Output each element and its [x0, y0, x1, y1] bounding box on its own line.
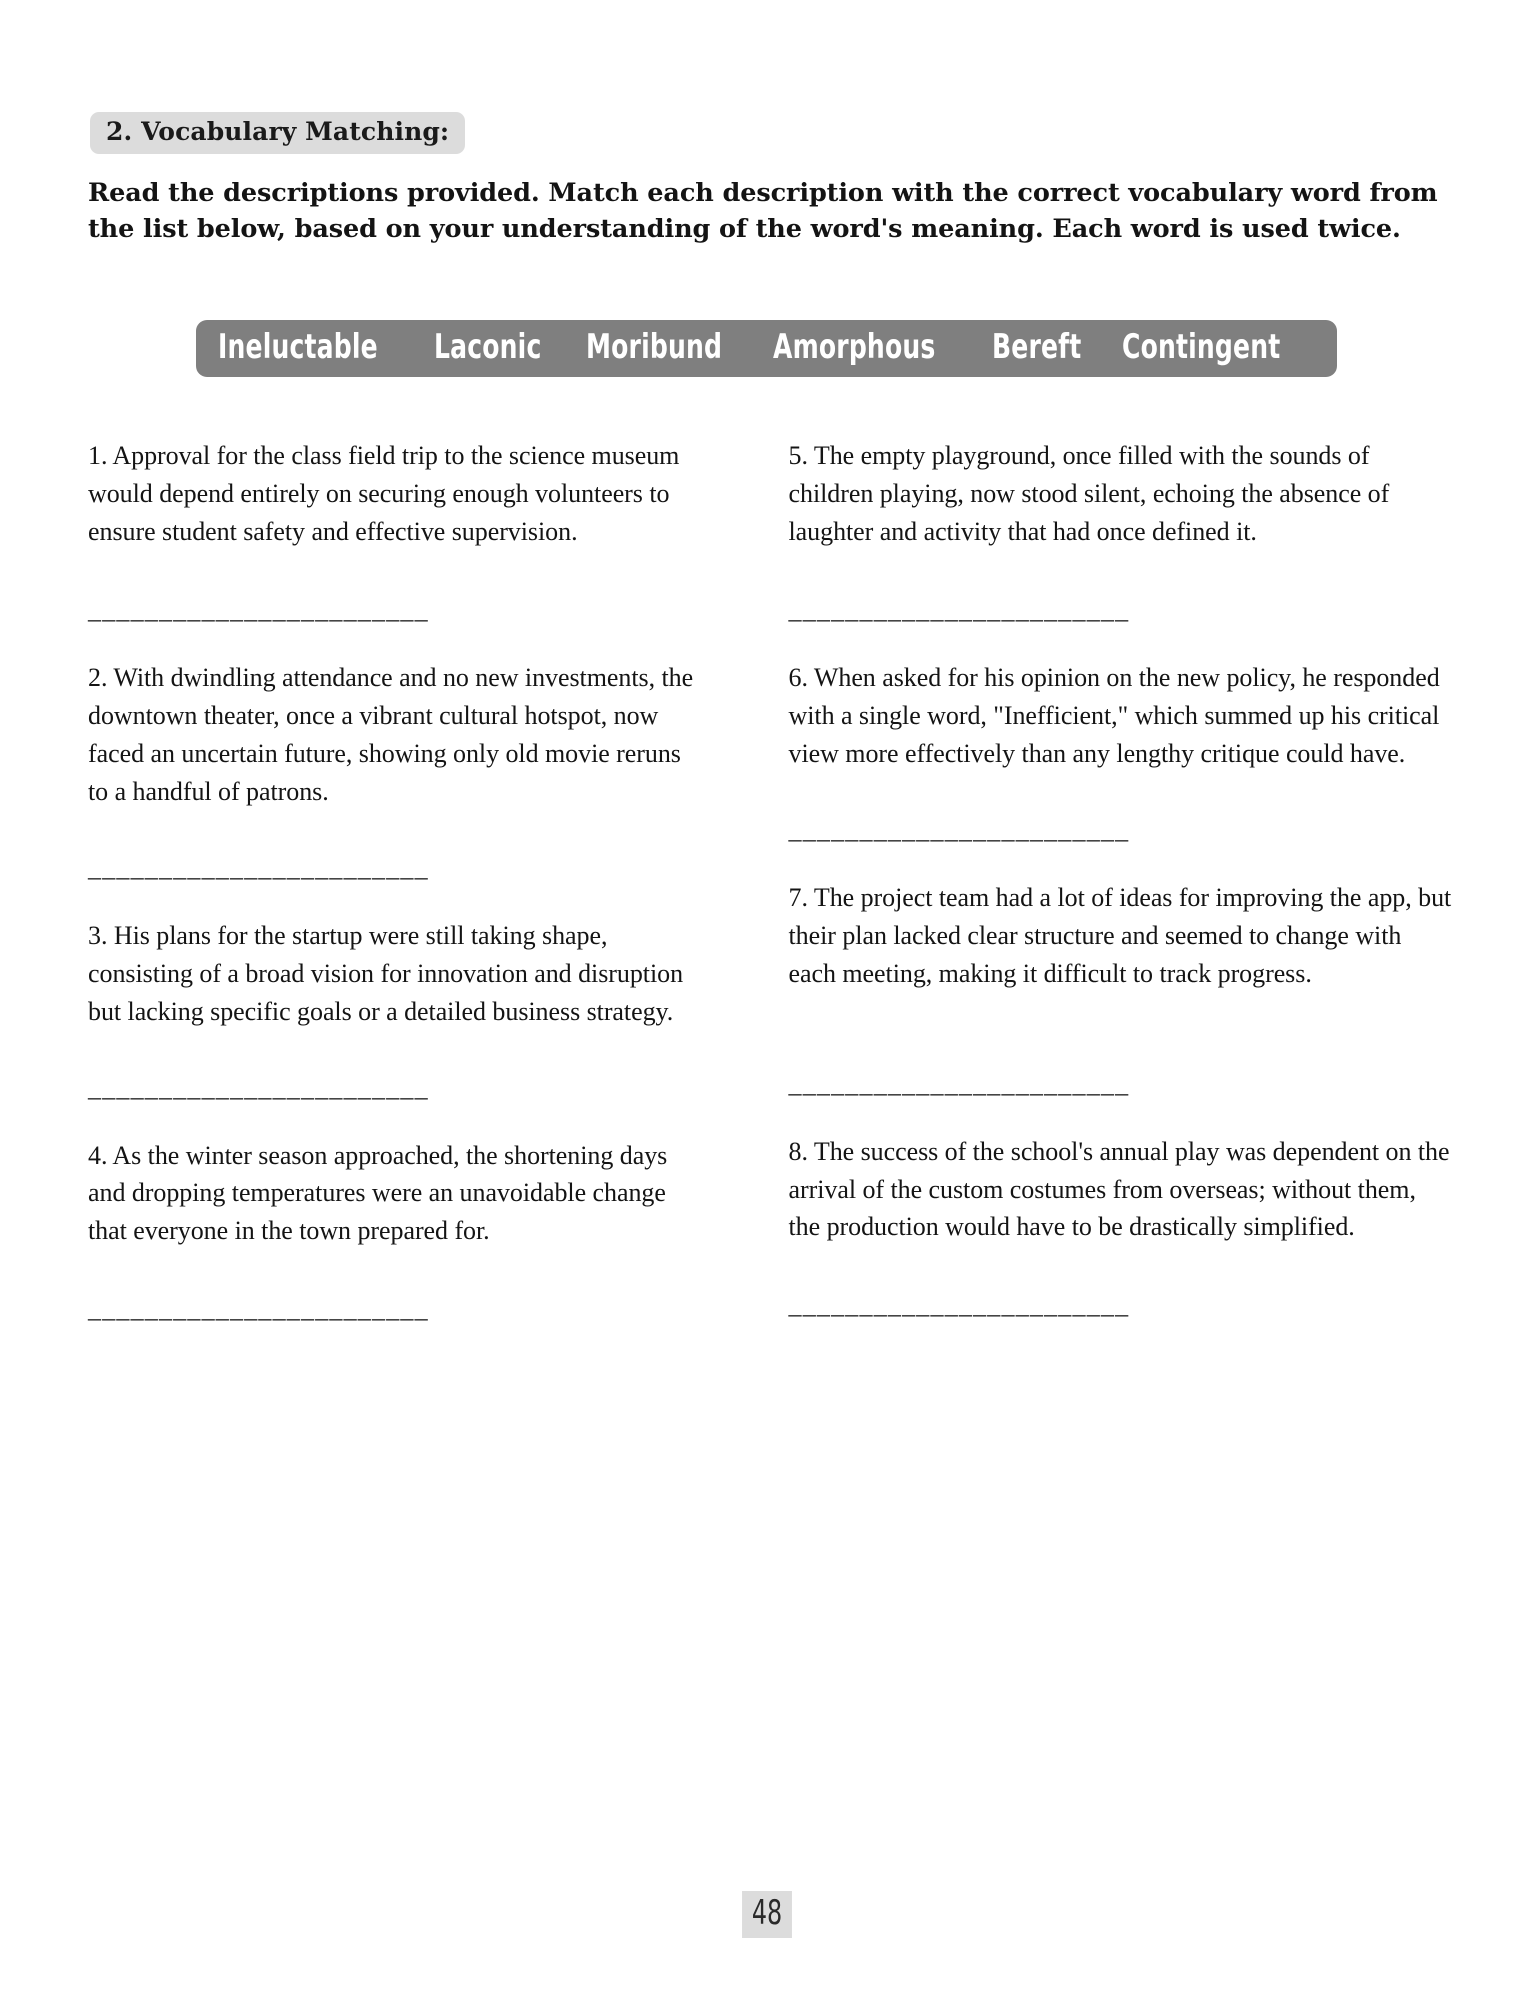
page-title: 2. Vocabulary Matching: [90, 112, 465, 154]
question-text: 5. The empty playground, once filled with the sounds of children playing, now stood silent, echoing the absence of laughter and activity that had once defined it. [788, 441, 1390, 546]
answer-blank[interactable]: ________________________ [88, 1072, 429, 1102]
answer-blank[interactable]: ________________________ [788, 814, 1130, 844]
word-bank-item[interactable]: Amorphous [772, 327, 936, 367]
question-text: 8. The success of the school's annual play was dependent on the arrival of the custom costumes from overseas; without them, the production would have to be drastically simplified. [788, 1136, 1450, 1242]
question-text: 1. Approval for the class field trip to the science museum would depend entirely on securing enough volunteers to ensure student safety and effective supervision. [88, 441, 680, 546]
questions-column-right [771, 437, 1454, 1322]
question-item [88, 1137, 701, 1323]
question-item [88, 917, 701, 1101]
question-text: 3. His plans for the startup were still taking shape, consisting of a broad vision for innovation and disruption but lacking specific goals or a detailed business strategy. [88, 920, 684, 1026]
footer [0, 1891, 1533, 1938]
question-text: 4. As the winter season approached, the shortening days and dropping temperatures were an unavoidable change that everyone in the town prepared for. [88, 1140, 668, 1246]
answer-blank[interactable]: ________________________ [788, 1068, 1130, 1098]
question-item [789, 1133, 1454, 1319]
answer-blank[interactable]: ________________________ [88, 852, 429, 882]
answer-blank[interactable]: ________________________ [88, 1294, 429, 1324]
question-item [789, 879, 1454, 1097]
question-text: 6. When asked for his opinion on the new policy, he responded with a single word, "Inefficient," which summed up his critical view more effectively than any lengthy critique could have. [788, 662, 1440, 768]
question-item [88, 659, 701, 881]
question-text: 2. With dwindling attendance and no new investments, the downtown theater, once a vibrant cultural hotspot, now faced an uncertain future, showing only old movie reruns to a handful of patrons. [88, 662, 694, 806]
questions-columns [88, 437, 1453, 1322]
word-bank-item[interactable]: Contingent [1121, 327, 1281, 367]
word-bank-item[interactable]: Moribund [585, 327, 722, 367]
page-number: 48 [742, 1891, 792, 1938]
word-bank [196, 320, 1337, 377]
instructions-text: Read the descriptions provided. Match each description with the correct vocabulary word from the list below, based on your understanding of the word's meaning. Each word is used twice. [88, 178, 1438, 245]
word-bank-item[interactable]: Laconic [433, 327, 542, 367]
section-heading-container [90, 112, 465, 154]
word-bank-item[interactable]: Ineluctable [217, 327, 378, 367]
question-item [789, 659, 1454, 843]
question-item [789, 437, 1454, 623]
question-item [88, 437, 701, 623]
answer-blank[interactable]: ________________________ [788, 1290, 1130, 1320]
word-bank-item[interactable]: Bereft [991, 327, 1082, 367]
question-text: 7. The project team had a lot of ideas for improving the app, but their plan lacked clear structure and seemed to change with each meeting, making it difficult to track progress. [788, 882, 1452, 988]
answer-blank[interactable]: ________________________ [788, 594, 1130, 624]
answer-blank[interactable]: ________________________ [88, 594, 429, 624]
questions-column-left [88, 437, 771, 1322]
word-bank-container [0, 320, 1533, 377]
